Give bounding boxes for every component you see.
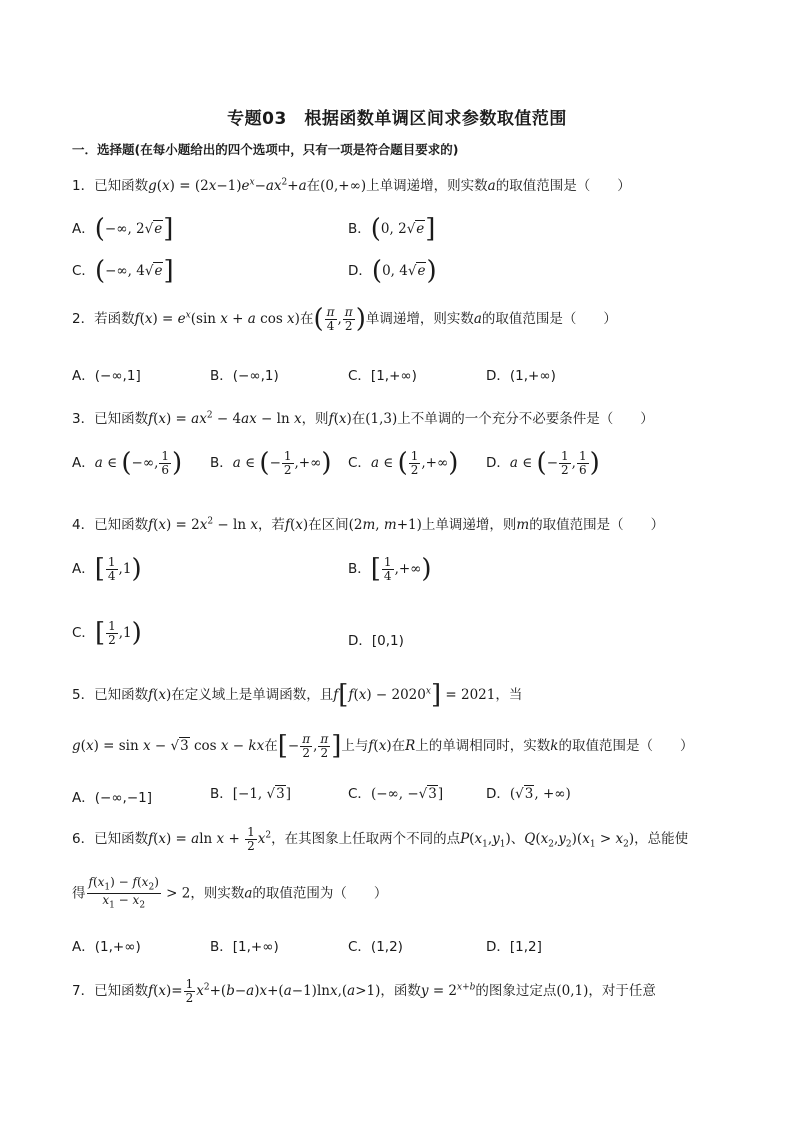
question-5-line-2: g(x) = sin x − √3 cos x − kx在[− $\frac{\pi}{2}$ , $\frac{\pi}{2}$ ]上与f(x)在R上的单调相同时，实数k的取值范围是（ ） [72, 731, 694, 762]
question-6-line-2: 得 $\frac{f(x_1) - f(x_2)}{x_1 - x_2}$ > 2，则实数a的取值范围为（ ） [72, 875, 388, 911]
q4-option-b[interactable]: B．[ $\frac{1}{4}$ ,+∞) [348, 554, 432, 585]
q4-option-c[interactable]: C．[ $\frac{1}{2}$ ,1) [72, 618, 142, 649]
q5-option-b[interactable]: B．[−1, √3] [210, 786, 291, 802]
q2-option-d[interactable]: D．(1,+∞) [486, 368, 556, 384]
q1-option-a[interactable]: A．(−∞, 2√e] [72, 214, 174, 244]
section-heading: 一．选择题(在每小题给出的四个选项中，只有一项是符合题目要求的) [72, 142, 459, 157]
q3-option-c[interactable]: C．a ∈ ( $\frac{1}{2}$ ,+∞) [348, 448, 459, 479]
q6-option-c[interactable]: C．(1,2) [348, 939, 403, 955]
q5-option-d[interactable]: D．(√3, +∞) [486, 786, 571, 802]
q2-option-b[interactable]: B．(−∞,1) [210, 368, 279, 384]
q2-option-c[interactable]: C．[1,+∞) [348, 368, 417, 384]
q4-option-a[interactable]: A．[ $\frac{1}{4}$ ,1) [72, 554, 142, 585]
q4-option-d[interactable]: D．[0,1) [348, 633, 404, 649]
q3-option-b[interactable]: B．a ∈ (− $\frac{1}{2}$ ,+∞) [210, 448, 332, 479]
q5-option-c[interactable]: C．(−∞, −√3] [348, 786, 444, 802]
question-7: 7．已知函数f(x)= $\frac{1}{2}$ $x^2+(b-a)x+(a-1)\ln x,(a>1)$，函数$y = 2^{x+b}$的图象过定点(0,1)，对于任意 [72, 977, 656, 1005]
question-1: 1．已知函数$g(x) = (2x-1)e^x-ax^2+a$在(0,+∞)上单调递增，则实数a的取值范围是（ ） [72, 177, 631, 194]
q5-option-a[interactable]: A．(−∞,−1] [72, 790, 153, 806]
q1-option-d[interactable]: D．(0, 4√e) [348, 256, 437, 286]
question-4: 4．已知函数$f(x) = 2x^2 - \ln x$，若f(x)在区间(2m, m+1)上单调递增，则m的取值范围是（ ） [72, 516, 665, 533]
q6-option-d[interactable]: D．[1,2] [486, 939, 542, 955]
question-3: 3．已知函数$f(x) = ax^2 - 4ax - \ln x$，则f(x)在(1,3)上不单调的一个充分不必要条件是（ ） [72, 410, 654, 427]
question-2: 2．若函数$f(x) = e^x(\sin$ x + a cos x)在( $\frac{\pi}{4}$ , $\frac{\pi}{2}$ )单调递增，则实数a的取值范围是（ ） [72, 304, 617, 335]
q6-option-a[interactable]: A．(1,+∞) [72, 939, 141, 955]
q3-option-d[interactable]: D．a ∈ (− $\frac{1}{2}$ , $\frac{1}{6}$ ) [486, 448, 600, 479]
question-5-line-1: 5．已知函数f(x)在定义域上是单调函数，且$f[f(x) - 2020^x] = 2021$，当 [72, 680, 523, 710]
question-6-line-1: 6．已知函数f(x) = aln x + $\frac{1}{2}$ $x^2$，在其图象上任取两个不同的点$P(x_1,y_1)$、$Q(x_2,y_2)(x_1 > x_2)$，总能使 [72, 825, 689, 853]
q2-option-a[interactable]: A．(−∞,1] [72, 368, 141, 384]
q1-option-c[interactable]: C．(−∞, 4√e] [72, 256, 174, 286]
q6-option-b[interactable]: B．[1,+∞) [210, 939, 279, 955]
page-title: 专题03 根据函数单调区间求参数取值范围 [227, 109, 567, 129]
q1-option-b[interactable]: B．(0, 2√e] [348, 214, 436, 244]
q3-option-a[interactable]: A．a ∈ (−∞, $\frac{1}{6}$ ) [72, 448, 183, 479]
